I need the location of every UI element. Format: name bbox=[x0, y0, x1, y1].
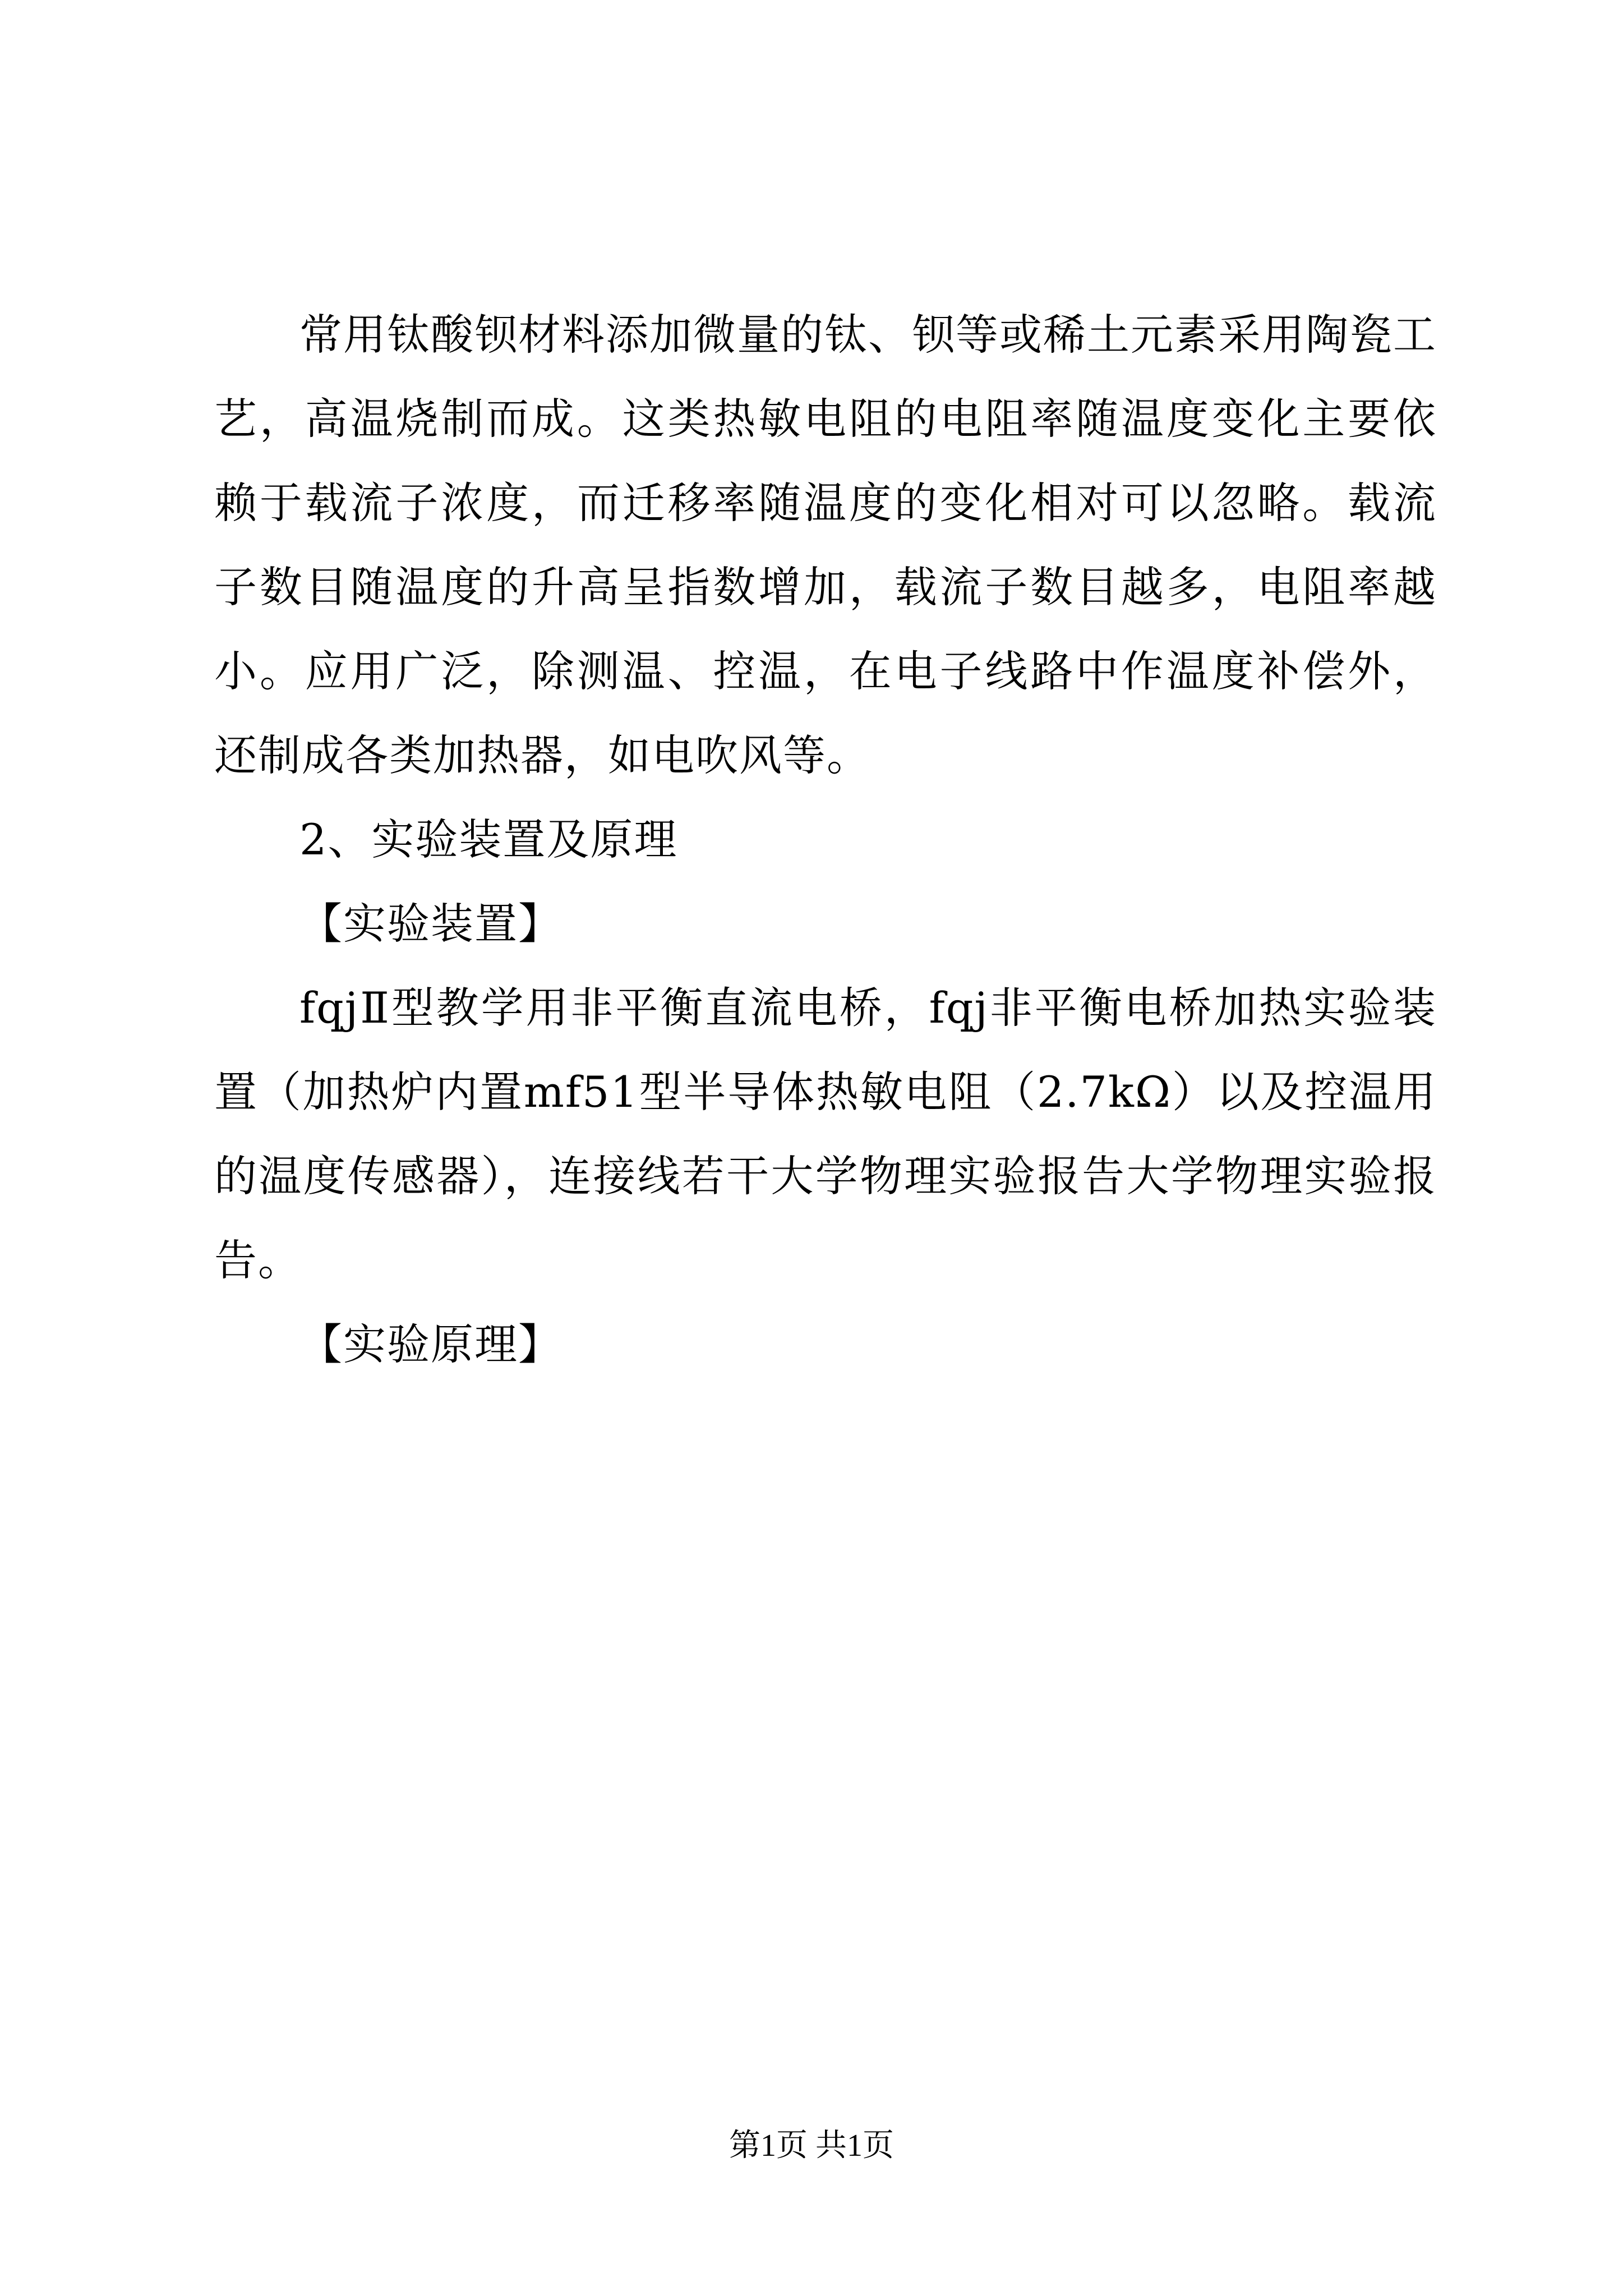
paragraph-apparatus: fqjⅡ型教学用非平衡直流电桥，fqj非平衡电桥加热实验装置（加热炉内置mf51型半导体热敏电阻（2.7kΩ）以及控温用的温度传感器），连接线若干大学物理实验报告大学物理实验报告。 bbox=[214, 983, 1437, 1285]
document-body bbox=[214, 293, 1437, 1387]
section-heading: 2、实验装置及原理 bbox=[299, 815, 678, 864]
subheading-apparatus: 【实验装置】 bbox=[299, 899, 562, 949]
page-footer: 第1页 共1页 bbox=[729, 2128, 894, 2163]
paragraph-intro: 常用钛酸钡材料添加微量的钛、钡等或稀土元素采用陶瓷工艺，高温烧制而成。这类热敏电阻的电阻率随温度变化主要依赖于载流子浓度，而迁移率随温度的变化相对可以忽略。载流子数目随温度的升高呈指数增加，载流子数目越多，电阻率越小。应用广泛，除测温、控温，在电子线路中作温度补偿外，还制成各类加热器，如电吹风等。 bbox=[214, 310, 1437, 780]
subheading-principle: 【实验原理】 bbox=[299, 1319, 562, 1369]
